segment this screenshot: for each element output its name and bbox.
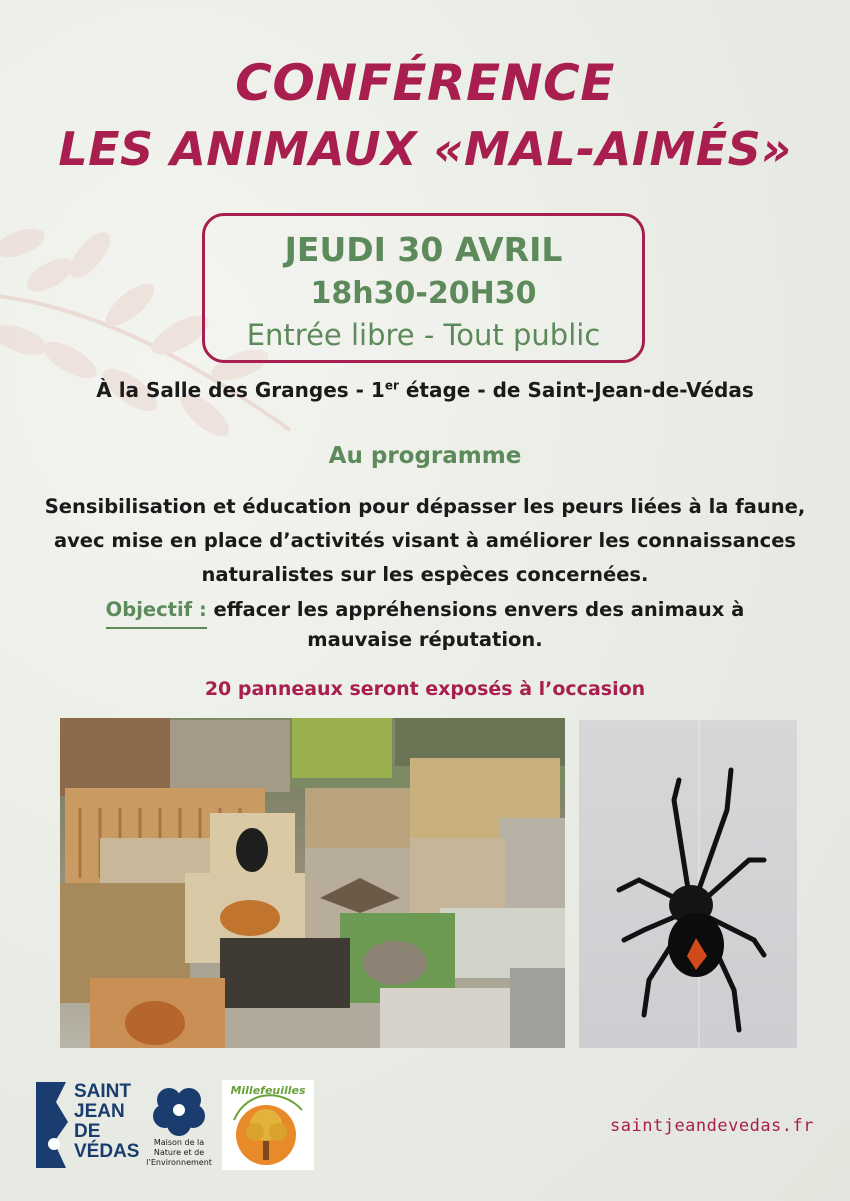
flower-icon bbox=[145, 1082, 213, 1136]
programme-description: Sensibilisation et éducation pour dépasser les peurs liées à la faune, avec mise en place d’activités visant à améliorer les connaissances naturalistes sur les espèces concernées. bbox=[44, 495, 806, 586]
maison-nature-logo bbox=[145, 1082, 213, 1172]
sjv-emblem-icon bbox=[36, 1082, 72, 1170]
event-location bbox=[0, 378, 850, 402]
location-part2: étage - de Saint-Jean-de-Védas bbox=[398, 378, 754, 402]
date-box bbox=[202, 213, 645, 363]
event-access: Entrée libre - Tout public bbox=[246, 318, 601, 352]
saint-jean-de-vedas-logo bbox=[36, 1081, 140, 1170]
event-time: 18h30-20H30 bbox=[310, 276, 537, 311]
website-link[interactable] bbox=[610, 1116, 814, 1136]
title-conference: CONFÉRENCE bbox=[235, 54, 615, 112]
sjv-line-1: SAINT bbox=[74, 1081, 131, 1102]
panneaux-note: 20 panneaux seront exposés à l’occasion bbox=[204, 678, 646, 700]
website-text[interactable]: saintjeandevedas.fr bbox=[610, 1116, 814, 1136]
objectif-label: Objectif : bbox=[105, 598, 207, 621]
location-part1: À la Salle des Granges - 1 bbox=[96, 378, 385, 402]
event-date: JEUDI 30 AVRIL bbox=[284, 230, 563, 269]
black-widow-spider-photo bbox=[579, 720, 797, 1048]
programme-objectif bbox=[50, 595, 800, 655]
exhibit-panels-photo bbox=[60, 718, 565, 1048]
location-sup: er bbox=[384, 378, 399, 393]
title-animaux: LES ANIMAUX «MAL-AIMÉS» bbox=[58, 122, 792, 176]
exhibit-panels-illustration bbox=[60, 718, 565, 1048]
sjv-line-2: JEAN bbox=[74, 1101, 125, 1122]
millefeuilles-label: Millefeuilles bbox=[230, 1084, 306, 1097]
objectif-text: effacer les appréhensions envers des animaux à mauvaise réputation. bbox=[206, 598, 745, 651]
spider-illustration bbox=[579, 720, 797, 1048]
maison-nature-text: Maison de la Nature et de l’Environnement bbox=[146, 1138, 212, 1167]
millefeuilles-logo bbox=[222, 1080, 314, 1170]
sjv-line-3: DE bbox=[74, 1121, 101, 1142]
sjv-line-4: VÉDAS bbox=[74, 1141, 140, 1162]
programme-title: Au programme bbox=[328, 443, 522, 469]
